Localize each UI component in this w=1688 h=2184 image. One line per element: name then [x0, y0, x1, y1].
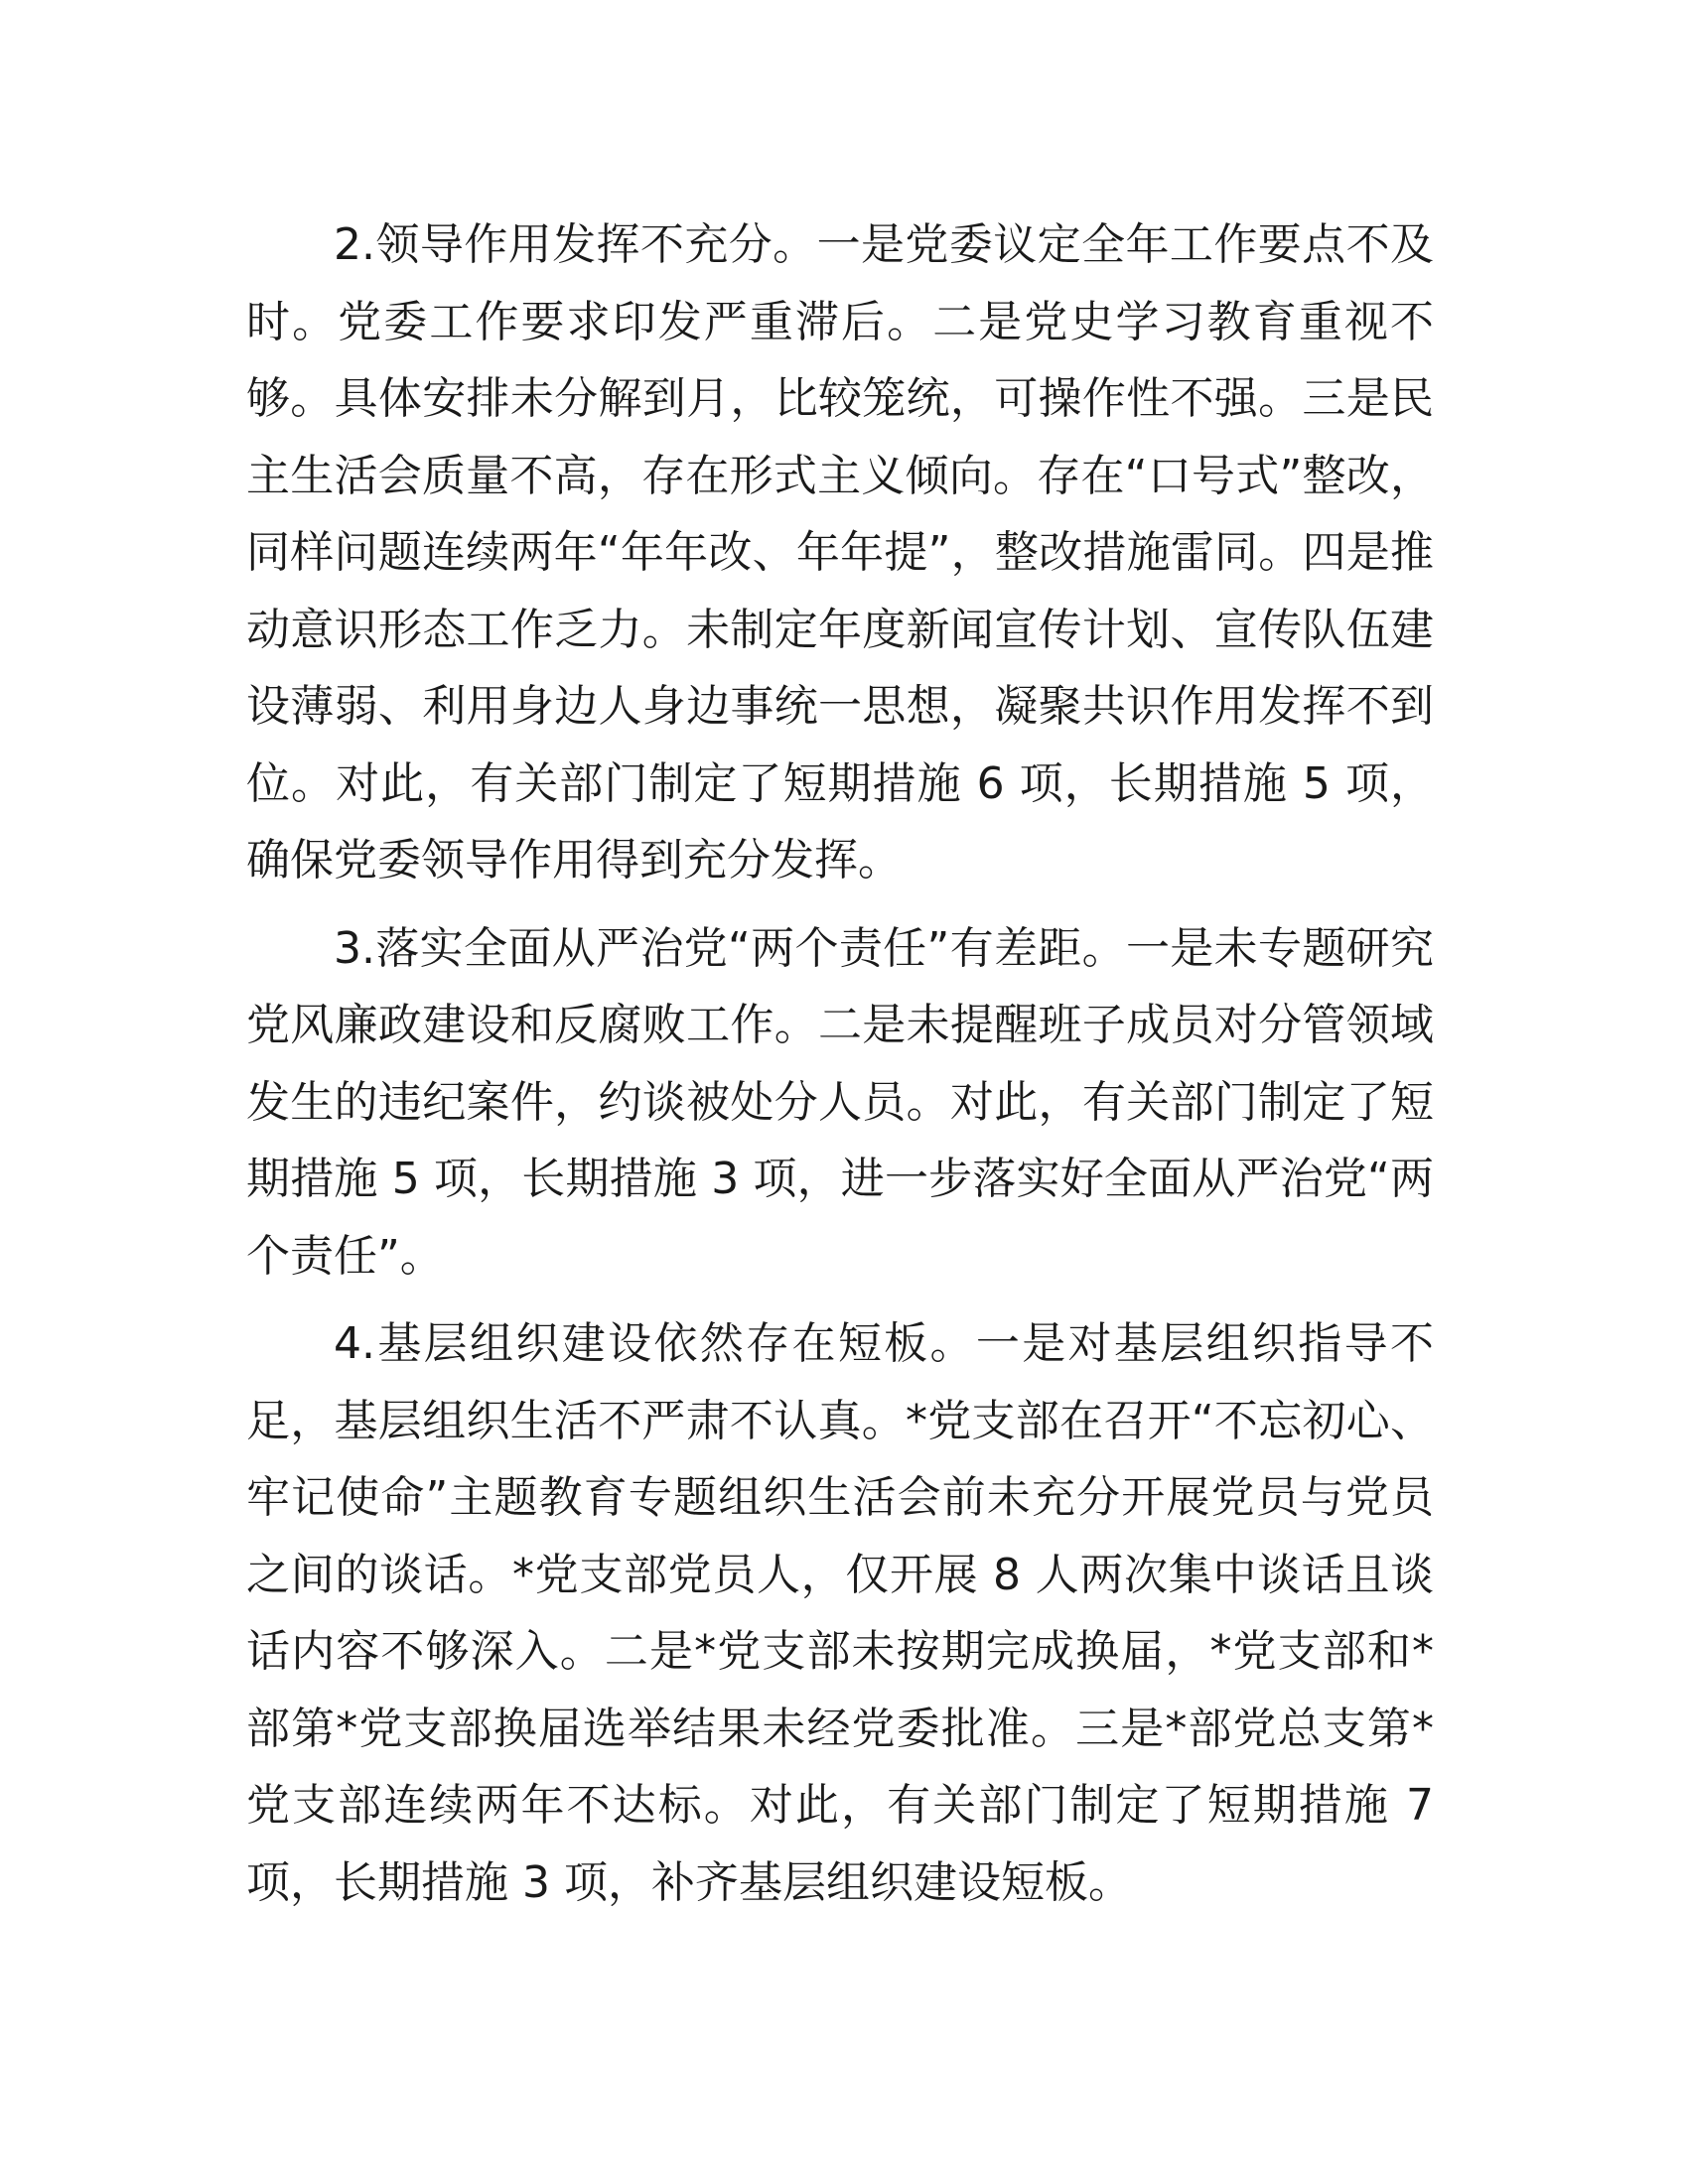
- document-body: [246, 206, 1434, 1932]
- paragraph-grassroots-organization: 4.基层组织建设依然存在短板。一是对基层组织指导不足，基层组织生活不严肃不认真。*党支部在召开“不忘初心、牢记使命”主题教育专题组织生活会前未充分开展党员与党员之间的谈话。*党支部党员人，仅开展 8 人两次集中谈话且谈话内容不够深入。二是*党支部未按期完成换届，*党支部和*部第*党支部换届选举结果未经党委批准。三是*部党总支第*党支部连续两年不达标。对此，有关部门制定了短期措施 7 项，长期措施 3 项，补齐基层组织建设短板。: [246, 1318, 1434, 1908]
- paragraph-leadership-role: 2.领导作用发挥不充分。一是党委议定全年工作要点不及时。党委工作要求印发严重滞后。二是党史学习教育重视不够。具体安排未分解到月，比较笼统，可操作性不强。三是民主生活会质量不高，存在形式主义倾向。存在“口号式”整改，同样问题连续两年“年年改、年年提”，整改措施雷同。四是推动意识形态工作乏力。未制定年度新闻宣传计划、宣传队伍建设薄弱、利用身边人身边事统一思想，凝聚共识作用发挥不到位。对此，有关部门制定了短期措施 6 项，长期措施 5 项，确保党委领导作用得到充分发挥。: [246, 219, 1434, 886]
- paragraph-two-responsibilities: 3.落实全面从严治党“两个责任”有差距。一是未专题研究党风廉政建设和反腐败工作。二是未提醒班子成员对分管领域发生的违纪案件，约谈被处分人员。对此，有关部门制定了短期措施 5 项，长期措施 3 项，进一步落实好全面从严治党“两个责任”。: [246, 922, 1434, 1282]
